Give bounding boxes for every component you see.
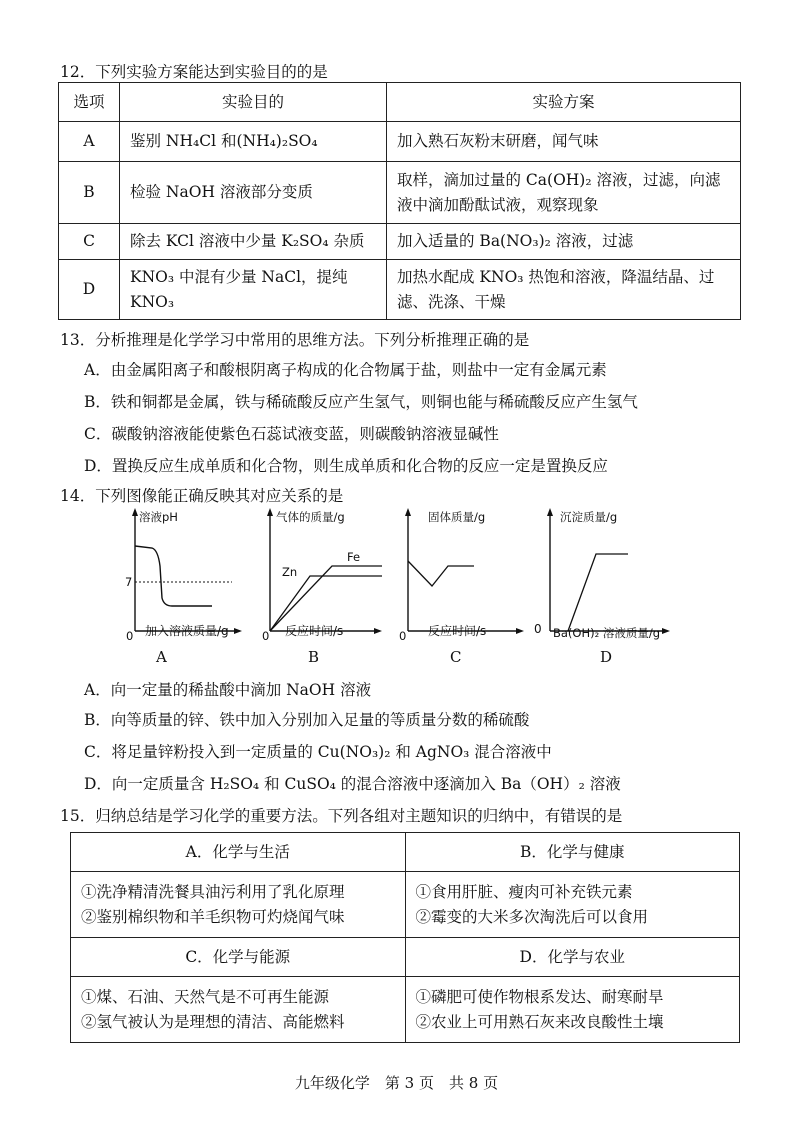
x-axis-arrow: [234, 628, 242, 634]
cell-a-title: A．化学与生活: [71, 833, 406, 872]
ph-curve: [135, 546, 212, 606]
cell-b-title: B．化学与健康: [405, 833, 740, 872]
cell-c-body: [71, 977, 406, 1043]
row-plan: 加热水配成 KNO₃ 热饱和溶液，降温结晶、过滤、洗涤、干燥: [387, 260, 741, 320]
graph-a-label: A: [156, 648, 167, 666]
table-row: [71, 938, 740, 977]
cell-b-body: [405, 872, 740, 938]
row-plan: 加入适量的 Ba(NO₃)₂ 溶液，过滤: [387, 224, 741, 260]
row-option: C: [59, 224, 120, 260]
q13-stem: 13．分析推理是化学学习中常用的思维方法。下列分析推理正确的是: [60, 331, 530, 349]
y-label: 气体的质量/g: [276, 510, 345, 524]
x-axis-arrow: [374, 628, 382, 634]
cell-d-title: D．化学与农业: [405, 938, 740, 977]
row-plan: 取样，滴加过量的 Ca(OH)₂ 溶液，过滤，向滤液中滴加酚酞试液，观察现象: [387, 162, 741, 224]
cell-c-title: C．化学与能源: [71, 938, 406, 977]
table-row: [71, 977, 740, 1043]
table-row: [59, 224, 741, 260]
q14-option-b: B．向等质量的锌、铁中加入分别加入足量的等质量分数的稀硫酸: [84, 711, 530, 729]
y-axis-arrow: [547, 508, 553, 516]
origin-label: 0: [126, 629, 134, 641]
y-axis-arrow: [405, 508, 411, 516]
x-axis-arrow: [662, 628, 670, 634]
cell-a-line-1: ①洗净精清洗餐具油污利用了乳化原理: [81, 882, 345, 901]
y-axis-arrow: [267, 508, 273, 516]
row-purpose: 鉴别 NH₄Cl 和(NH₄)₂SO₄: [120, 122, 387, 162]
cell-c-line-1: ①煤、石油、天然气是不可再生能源: [81, 987, 330, 1006]
fe-label: Fe: [347, 550, 361, 564]
row-option: B: [59, 162, 120, 224]
graph-d-xlabel: Ba(OH)₂ 溶液质量/g: [553, 626, 661, 640]
table-row: [71, 872, 740, 938]
row-purpose: 除去 KCl 溶液中少量 K₂SO₄ 杂质: [120, 224, 387, 260]
q14-option-d: D．向一定质量含 H₂SO₄ 和 CuSO₄ 的混合溶液中逐滴加入 Ba（OH）₂ 溶液: [84, 775, 621, 793]
cell-d-body: [405, 977, 740, 1043]
q14-option-c: C．将足量锌粉投入到一定质量的 Cu(NO₃)₂ 和 AgNO₃ 混合溶液中: [84, 743, 552, 761]
x-axis-arrow: [516, 628, 524, 634]
graph-a-xlabel: 加入溶液质量/g: [145, 624, 229, 638]
cell-c-line-2: ②氢气被认为是理想的清洁、高能燃料: [81, 1012, 345, 1031]
precipitate-line: [568, 554, 628, 631]
cell-d-line-1: ①磷肥可使作物根系发达、耐寒耐旱: [415, 987, 664, 1006]
page-footer: 九年级化学 第 3 页 共 8 页: [294, 1074, 499, 1092]
y-label: 固体质量/g: [428, 510, 486, 524]
y-label: 沉淀质量/g: [560, 510, 618, 524]
graph-d-origin: 0: [534, 622, 542, 636]
header-purpose: 实验目的: [120, 83, 387, 122]
q12-stem: 12．下列实验方案能达到实验目的的是: [60, 63, 328, 81]
cell-a-body: [71, 872, 406, 938]
table-header-row: [59, 83, 741, 122]
q13-option-b: B．铁和铜都是金属，铁与稀硫酸反应产生氢气，则铜也能与稀硫酸反应产生氢气: [84, 393, 638, 411]
cell-b-line-1: ①食用肝脏、瘦肉可补充铁元素: [415, 882, 633, 901]
y-axis-arrow: [132, 508, 138, 516]
q15-stem: 15．归纳总结是学习化学的重要方法。下列各组对主题知识的归纳中，有错误的是: [60, 807, 623, 825]
y-label: 溶液pH: [139, 510, 178, 524]
graph-d-label: D: [600, 648, 613, 666]
row-purpose: 检验 NaOH 溶液部分变质: [120, 162, 387, 224]
q14-stem: 14．下列图像能正确反映其对应关系的是: [60, 487, 344, 505]
graph-c-xlabel: 反应时间/s: [428, 624, 487, 638]
table-row: [71, 833, 740, 872]
q13-option-c: C．碳酸钠溶液能使紫色石蕊试液变蓝，则碳酸钠溶液显碱性: [84, 425, 499, 443]
origin-label: 0: [262, 629, 270, 641]
q13-option-a: A．由金属阳离子和酸根阴离子构成的化合物属于盐，则盐中一定有金属元素: [84, 361, 607, 379]
cell-b-line-2: ②霉变的大米多次淘洗后可以食用: [415, 907, 649, 926]
graph-c-label: C: [450, 648, 462, 666]
header-plan: 实验方案: [387, 83, 741, 122]
row-option: A: [59, 122, 120, 162]
table-row: [59, 122, 741, 162]
ph7-label: 7: [125, 575, 133, 589]
row-option: D: [59, 260, 120, 320]
table-row: [59, 162, 741, 224]
zn-label: Zn: [282, 565, 298, 579]
origin-label: 0: [399, 629, 407, 641]
solid-mass-line: [408, 561, 474, 586]
q12-table: [58, 82, 741, 320]
q13-option-d: D．置换反应生成单质和化合物，则生成单质和化合物的反应一定是置换反应: [84, 457, 608, 475]
table-row: [59, 260, 741, 320]
header-option: 选项: [59, 83, 120, 122]
cell-d-line-2: ②农业上可用熟石灰来改良酸性土壤: [415, 1012, 664, 1031]
q15-table: [70, 832, 740, 1043]
cell-a-line-2: ②鉴别棉织物和羊毛织物可灼烧闻气味: [81, 907, 345, 926]
q14-option-a: A．向一定量的稀盐酸中滴加 NaOH 溶液: [84, 681, 372, 699]
row-plan: 加入熟石灰粉末研磨，闻气味: [387, 122, 741, 162]
graph-b-xlabel: 反应时间/s: [285, 624, 344, 638]
row-purpose: KNO₃ 中混有少量 NaCl，提纯 KNO₃: [120, 260, 387, 320]
graph-b-label: B: [308, 648, 320, 666]
